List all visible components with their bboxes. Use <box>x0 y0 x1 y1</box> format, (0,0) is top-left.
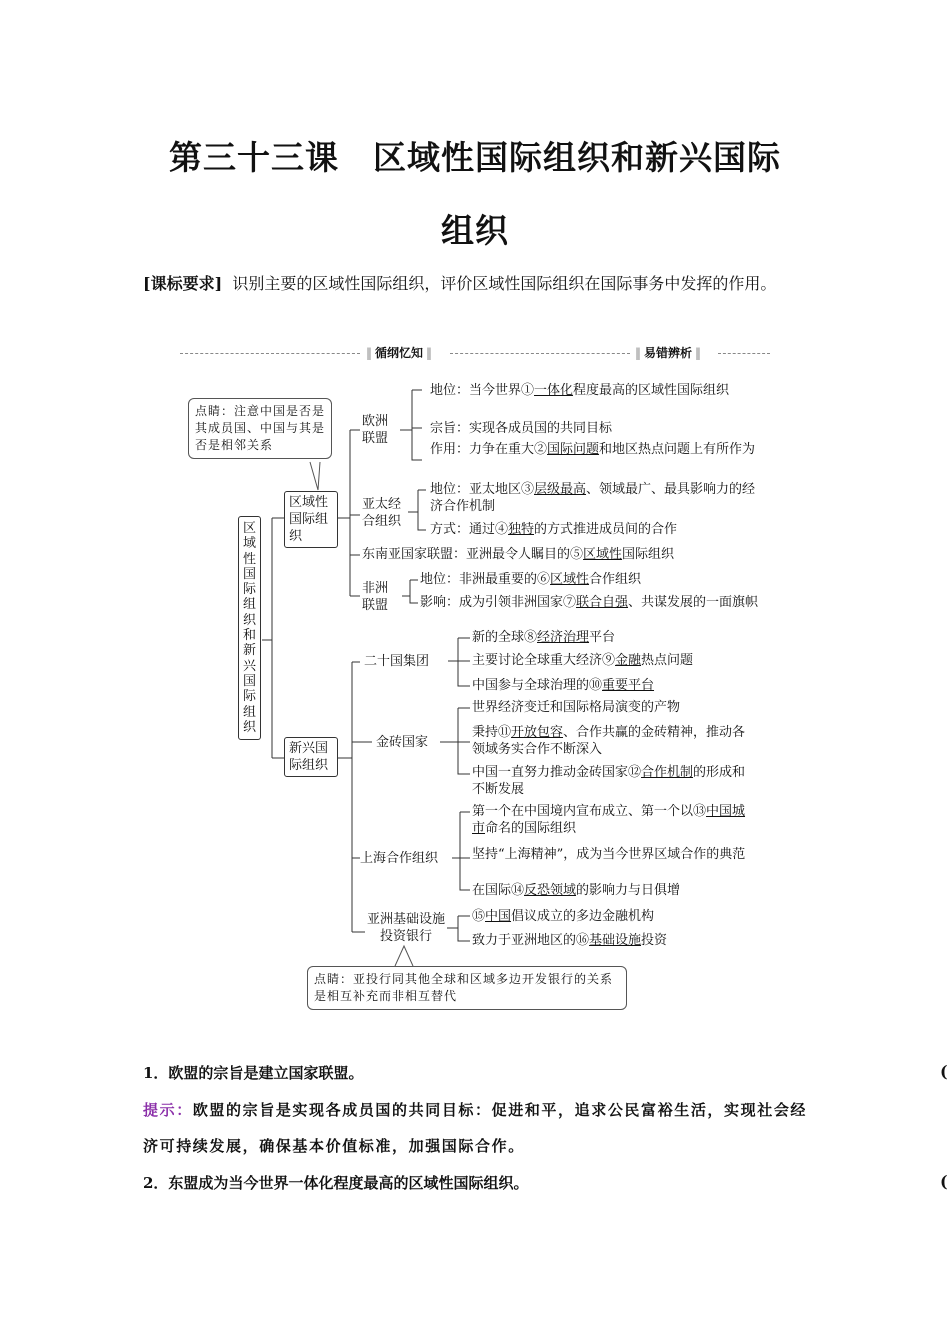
hint-label: 提示： <box>143 1101 193 1119</box>
brics-item-3: 中国一直努力推动金砖国家⑫合作机制的形成和不断发展 <box>472 765 746 797</box>
asean-item: 东南亚国家联盟：亚洲最令人瞩目的⑤区域性国际组织 <box>362 547 675 562</box>
g20-item-1: 新的全球⑧经济治理平台 <box>472 630 616 645</box>
branch-regional: 区域性国际组织 <box>284 491 338 548</box>
page-title: 第三十三课 区域性国际组织和新兴国际 <box>169 138 781 177</box>
aiib-item-2: 致力于亚洲地区的⑯基础设施投资 <box>472 933 668 948</box>
eu-label: 欧洲联盟 <box>362 414 389 446</box>
g20-item-3: 中国参与全球治理的⑩重要平台 <box>472 678 655 693</box>
g20-item-2: 主要讨论全球重大经济⑨金融热点问题 <box>472 653 694 668</box>
sco-label: 上海合作组织 <box>360 851 439 866</box>
sco-item-1: 第一个在中国境内宣布成立、第一个以⑬中国城市命名的国际组织 <box>472 804 746 836</box>
branch-emerging: 新兴国际组织 <box>284 737 338 777</box>
note-bottom: 点睛：亚投行同其他全球和区域多边开发银行的关系是相互补充而非相互替代 <box>307 966 627 1010</box>
apec-status: 地位：亚太地区③层级最高、领域最广、最具影响力的经济合作机制 <box>430 482 756 514</box>
apec-label: 亚太经合组织 <box>362 497 402 529</box>
brics-item-1: 世界经济变迁和国际格局演变的产物 <box>472 700 681 715</box>
apec-way: 方式：通过④独特的方式推进成员间的合作 <box>430 522 678 537</box>
aiib-item-1: ⑮中国倡议成立的多边金融机构 <box>472 909 655 924</box>
au-influence: 影响：成为引领非洲国家⑦联合自强、共谋发展的一面旗帜 <box>420 595 759 610</box>
requirement-text: 识别主要的区域性国际组织，评价区域性国际组织在国际事务中发挥的作用。 <box>232 274 777 293</box>
brics-label: 金砖国家 <box>376 735 429 750</box>
au-status: 地位：非洲最重要的⑥区域性合作组织 <box>420 572 642 587</box>
sco-item-2: 坚持“上海精神”，成为当今世界区域合作的典范 <box>472 847 746 862</box>
question-2: 2．东盟成为当今世界一体化程度最高的区域性国际组织。 <box>143 1174 529 1192</box>
hint <box>143 1092 823 1164</box>
eu-status: 地位：当今世界①一体化程度最高的区域性国际组织 <box>430 383 730 398</box>
aiib-label: 亚洲基础设施投资银行 <box>366 912 445 944</box>
tag-review: ‖ 循纲忆知 ‖ <box>363 344 435 361</box>
tag-errors: ‖ 易错辨析 ‖ <box>632 344 704 361</box>
answer-paren-2: ( <box>940 1172 948 1191</box>
eu-purpose: 宗旨：实现各成员国的共同目标 <box>430 421 613 436</box>
au-label: 非洲联盟 <box>362 581 389 613</box>
hint-text: 欧盟的宗旨是实现各成员国的共同目标：促进和平，追求公民富裕生活，实现社会经济可持续发展，确保基本价值标准，加强国际合作。 <box>143 1101 808 1155</box>
question-1: 1．欧盟的宗旨是建立国家联盟。 <box>143 1064 364 1082</box>
eu-role: 作用：力争在重大②国际问题和地区热点问题上有所作为 <box>430 442 756 457</box>
answer-paren-1: ( <box>940 1062 948 1081</box>
page-title-line2: 组织 <box>441 211 509 250</box>
g20-label: 二十国集团 <box>364 654 430 669</box>
requirement-label: [课标要求] <box>143 274 223 293</box>
root-node: 区域性国际组织和新兴国际组织 <box>238 516 261 740</box>
brics-item-2: 秉持⑪开放包容、合作共赢的金砖精神，推动各领域务实合作不断深入 <box>472 725 746 757</box>
note-top: 点睛：注意中国是否是其成员国、中国与其是否是相邻关系 <box>188 398 332 459</box>
sco-item-3: 在国际⑭反恐领域的影响力与日俱增 <box>472 883 681 898</box>
